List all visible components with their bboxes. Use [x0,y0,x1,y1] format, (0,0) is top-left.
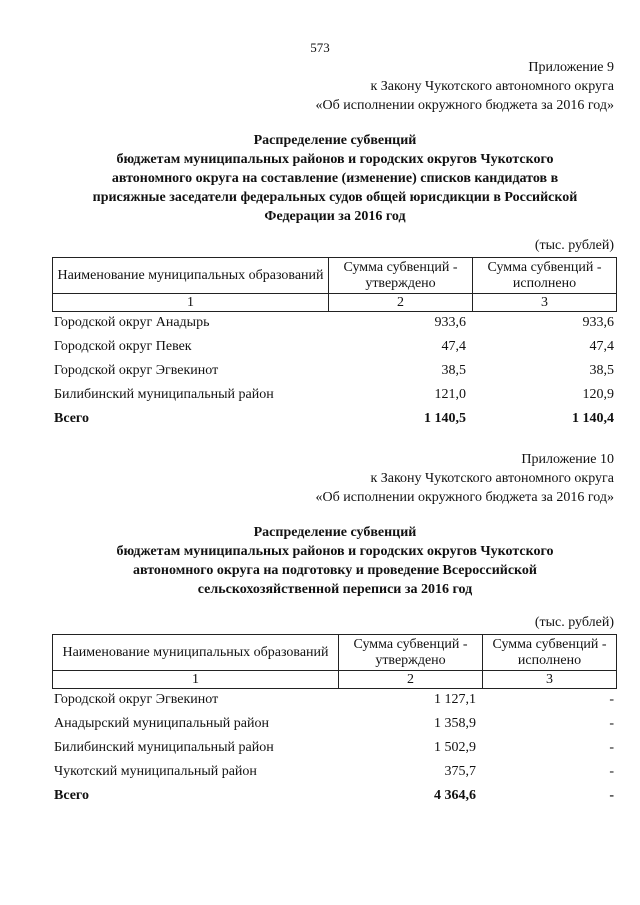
table-row [52,383,616,407]
header-name: Наименование муниципальных образований [53,258,329,294]
appendix-10-header [316,450,614,507]
header-approved: Сумма субвенций - утверждено [339,635,483,671]
total-row [52,784,616,808]
row-approved: 121,0 [434,387,466,402]
row-name: Чукотский муниципальный район [54,764,257,779]
header-executed: Сумма субвенций - исполнено [483,635,617,671]
row-approved: 38,5 [441,363,466,378]
row-name: Билибинский муниципальный район [54,387,274,402]
appendix-9-label: Приложение 9 [528,60,614,75]
section-2-unit: (тыс. рублей) [534,615,614,630]
header-name: Наименование муниципальных образований [53,635,339,671]
header-number-1: 1 [53,294,329,312]
header-executed: Сумма субвенций - исполнено [473,258,617,294]
total-row [52,407,616,431]
total-executed: - [609,788,614,803]
section-1-title [40,131,630,226]
row-executed: - [609,716,614,731]
appendix-10-law: к Закону Чукотского автономного округа [370,471,614,486]
appendix-10-law-title: «Об исполнении окружного бюджета за 2016 год» [315,490,614,505]
appendix-9-law-title: «Об исполнении окружного бюджета за 2016 год» [315,98,614,113]
section-2-title-line: бюджетам муниципальных районов и городских округов Чукотского [116,544,554,559]
section-1-data-table [52,311,616,431]
row-executed: 47,4 [589,339,614,354]
total-approved: 4 364,6 [434,788,476,803]
row-approved: 47,4 [441,339,466,354]
section-1-header-table [52,257,617,312]
row-executed: - [609,740,614,755]
section-2-title-line: Распределение субвенций [253,525,417,540]
table-row [52,311,616,335]
section-1-title-line: бюджетам муниципальных районов и городских округов Чукотского [116,152,554,167]
row-approved: 1 358,9 [434,716,476,731]
section-1-unit: (тыс. рублей) [534,238,614,253]
total-name: Всего [54,411,89,426]
section-2-data-table [52,688,616,808]
table-row [52,688,616,712]
row-executed: 38,5 [589,363,614,378]
total-approved: 1 140,5 [424,411,466,426]
row-name: Городской округ Певек [54,339,192,354]
page-number: 573 [310,40,330,55]
appendix-10-label: Приложение 10 [521,452,614,467]
row-name: Билибинский муниципальный район [54,740,274,755]
section-1-title-line: Распределение субвенций [253,133,417,148]
section-1-title-line: автономного округа на составление (изменение) списков кандидатов в [111,171,559,186]
total-executed: 1 140,4 [572,411,614,426]
table-row [52,359,616,383]
section-2-title-line: сельскохозяйственной переписи за 2016 год [197,582,473,597]
section-1-title-line: Федерации за 2016 год [264,209,406,224]
section-1-title-line: присяжные заседатели федеральных судов общей юрисдикции в Российской [92,190,578,205]
row-approved: 1 502,9 [434,740,476,755]
row-approved: 933,6 [434,315,466,330]
row-executed: 120,9 [582,387,614,402]
table-row [52,335,616,359]
section-2-header-table [52,634,617,689]
appendix-9-header [316,58,614,115]
header-number-2: 2 [339,671,483,689]
row-name: Анадырский муниципальный район [54,716,269,731]
header-number-3: 3 [473,294,617,312]
table-row [52,712,616,736]
row-executed: - [609,764,614,779]
row-approved: 375,7 [444,764,476,779]
header-number-3: 3 [483,671,617,689]
section-2-title-line: автономного округа на подготовку и проведение Всероссийской [133,563,537,578]
header-number-2: 2 [329,294,473,312]
header-approved: Сумма субвенций - утверждено [329,258,473,294]
row-name: Городской округ Эгвекинот [54,363,219,378]
table-row [52,760,616,784]
header-number-1: 1 [53,671,339,689]
row-approved: 1 127,1 [434,692,476,707]
row-name: Городской округ Анадырь [54,315,210,330]
section-2-title [40,523,630,599]
table-row [52,736,616,760]
appendix-9-law: к Закону Чукотского автономного округа [370,79,614,94]
row-name: Городской округ Эгвекинот [54,692,219,707]
row-executed: - [609,692,614,707]
total-name: Всего [54,788,89,803]
row-executed: 933,6 [582,315,614,330]
